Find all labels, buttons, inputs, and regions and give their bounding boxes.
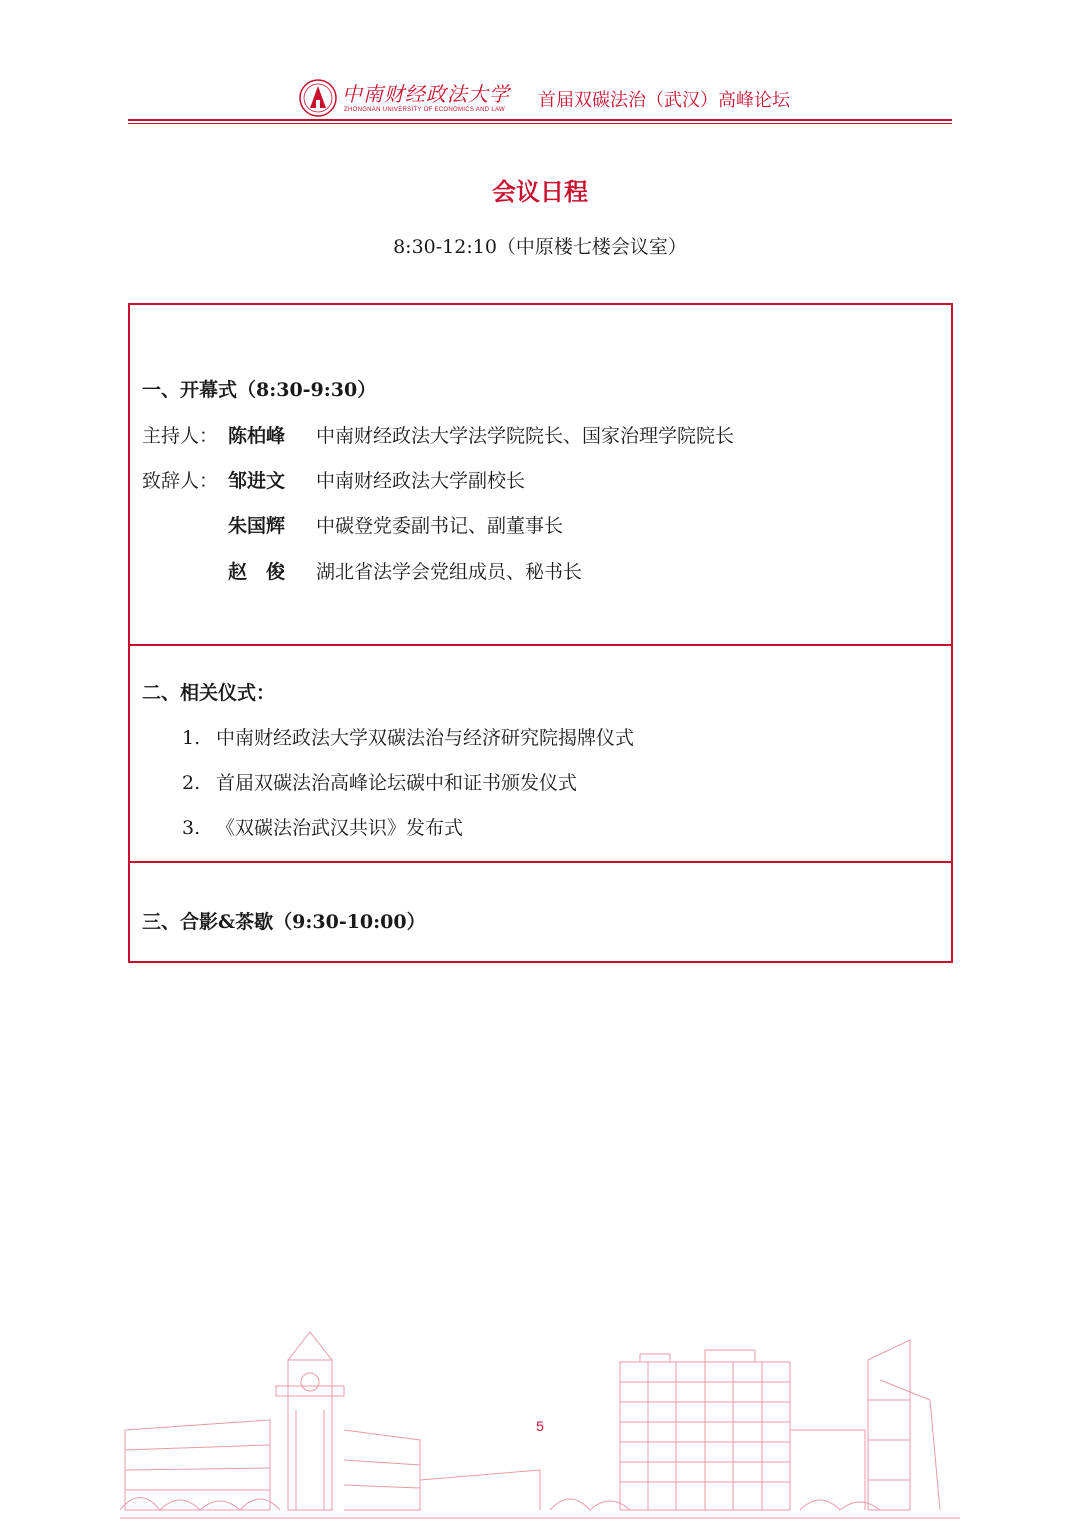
row-role: 主持人： bbox=[142, 425, 219, 447]
row-desc: 中南财经政法大学副校长 bbox=[316, 470, 526, 492]
section-heading: 三、合影&茶歇（9:30-10:00） bbox=[142, 911, 426, 933]
page-number: 5 bbox=[536, 1418, 544, 1434]
university-emblem-icon bbox=[298, 78, 338, 118]
item-text: 《双碳法治武汉共识》发布式 bbox=[216, 817, 464, 839]
row-name: 朱国辉 bbox=[228, 515, 286, 537]
row-desc: 湖北省法学会党组成员、秘书长 bbox=[316, 561, 583, 583]
row-name: 赵 俊 bbox=[228, 561, 286, 583]
page-title: 会议日程 bbox=[492, 178, 588, 206]
agenda-row bbox=[142, 513, 563, 539]
list-item bbox=[182, 725, 634, 751]
forum-title: 首届双碳法治（武汉）高峰论坛 bbox=[538, 90, 790, 111]
row-name: 邹进文 bbox=[228, 470, 286, 492]
agenda-row bbox=[142, 468, 525, 494]
agenda-row bbox=[142, 423, 734, 449]
item-text: 首届双碳法治高峰论坛碳中和证书颁发仪式 bbox=[216, 772, 578, 794]
logo-text-cn: 中南财经政法大学 bbox=[342, 82, 510, 106]
row-desc: 中南财经政法大学法学院院长、国家治理学院院长 bbox=[316, 425, 735, 447]
agenda-table bbox=[128, 303, 953, 963]
university-logo bbox=[298, 74, 510, 120]
item-number: 1. bbox=[182, 727, 201, 749]
row-name: 陈柏峰 bbox=[228, 425, 286, 447]
list-item bbox=[182, 815, 463, 841]
header-divider bbox=[128, 119, 952, 121]
item-text: 中南财经政法大学双碳法治与经济研究院揭牌仪式 bbox=[216, 727, 635, 749]
header-divider-thin bbox=[128, 123, 952, 124]
list-item bbox=[182, 770, 577, 796]
agenda-section-opening bbox=[130, 305, 951, 646]
row-role: 致辞人： bbox=[142, 470, 219, 492]
agenda-section-ceremonies bbox=[130, 646, 951, 863]
agenda-section-photo-break bbox=[130, 863, 951, 963]
item-number: 3. bbox=[182, 817, 201, 839]
item-number: 2. bbox=[182, 772, 201, 794]
section-heading: 一、开幕式（8:30-9:30） bbox=[142, 379, 377, 401]
row-desc: 中碳登党委副书记、副董事长 bbox=[316, 515, 564, 537]
agenda-row bbox=[142, 559, 582, 585]
logo-text-en: ZHONGNAN UNIVERSITY OF ECONOMICS AND LAW bbox=[344, 107, 506, 113]
schedule-time-venue: 8:30-12:10（中原楼七楼会议室） bbox=[393, 236, 687, 258]
section-heading: 二、相关仪式： bbox=[142, 682, 276, 704]
